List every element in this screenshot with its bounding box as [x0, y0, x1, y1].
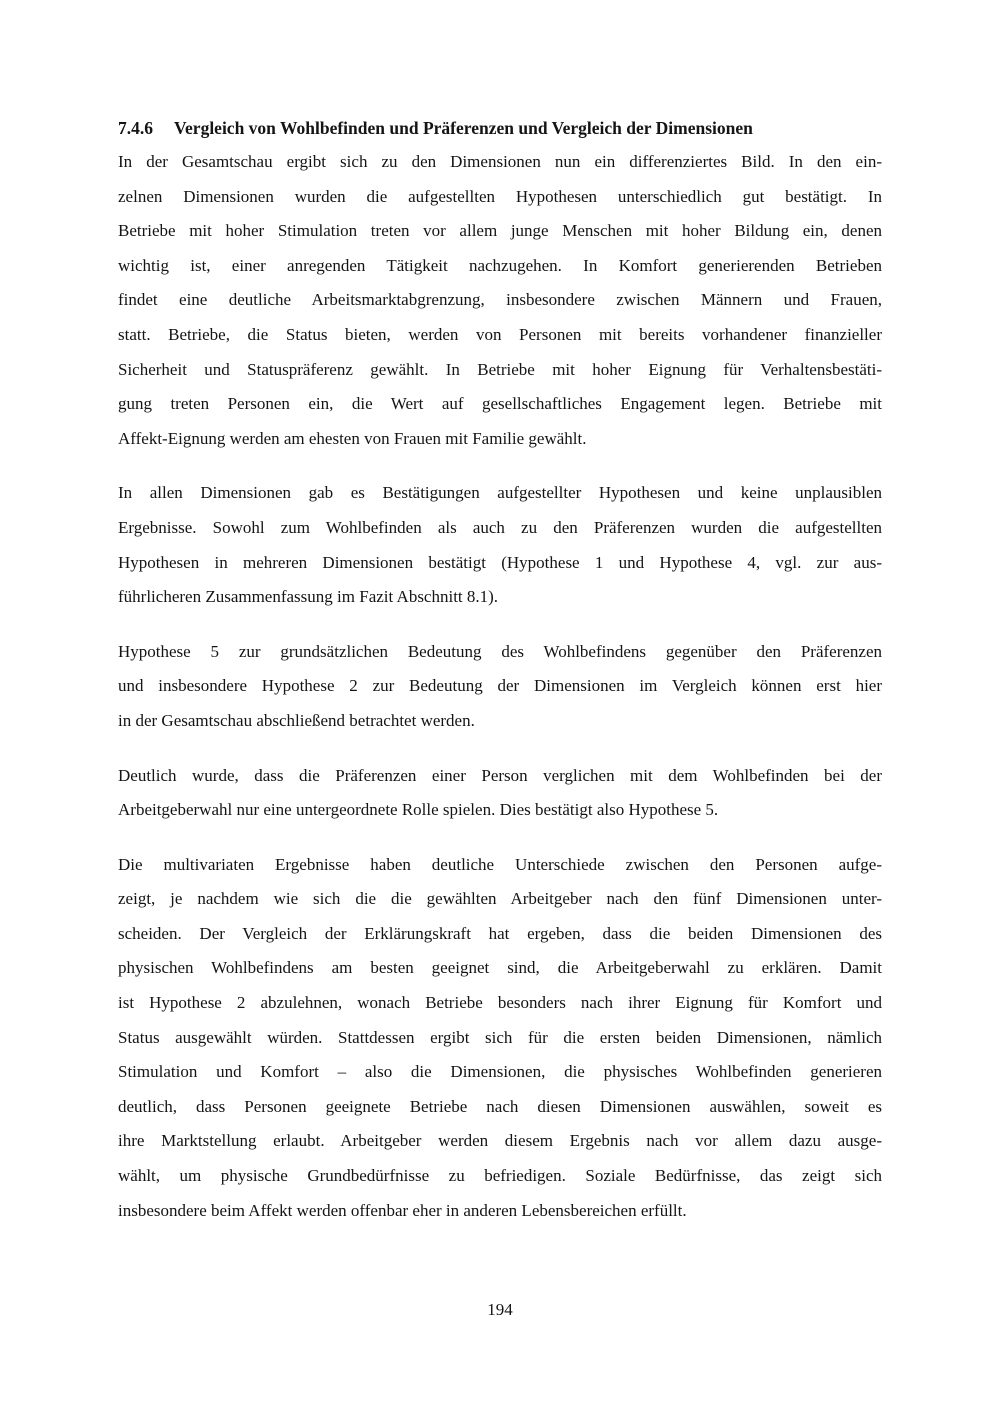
paragraphs [118, 145, 882, 1228]
text-line: wählt, um physische Grundbedürfnisse zu befriedigen. Soziale Bedürfnisse, das zeigt sich [118, 1166, 882, 1186]
text-line: und insbesondere Hypothese 2 zur Bedeutung der Dimensionen im Vergleich können erst hier [118, 676, 882, 696]
section-title: Vergleich von Wohlbefinden und Präferenzen und Vergleich der Dimensionen [174, 118, 753, 138]
paragraph [118, 759, 882, 828]
text-line: Hypothese 5 zur grundsätzlichen Bedeutung des Wohlbefindens gegenüber den Präferenzen [118, 641, 882, 661]
text-line: zelnen Dimensionen wurden die aufgestellten Hypothesen unterschiedlich gut bestätigt. In [118, 186, 882, 206]
text-line: führlicheren Zusammenfassung im Fazit Abschnitt 8.1). [118, 587, 499, 607]
section-number: 7.4.6 [118, 118, 153, 138]
text-line: ist Hypothese 2 abzulehnen, wonach Betriebe besonders nach ihrer Eignung für Komfort und [118, 993, 882, 1013]
text-line: Hypothesen in mehreren Dimensionen bestätigt (Hypothese 1 und Hypothese 4, vgl. zur aus- [118, 552, 882, 572]
section-heading [118, 114, 882, 142]
text-line: statt. Betriebe, die Status bieten, werden von Personen mit bereits vorhandener finanzieller [118, 324, 882, 344]
text-line: Ergebnisse. Sowohl zum Wohlbefinden als auch zu den Präferenzen wurden die aufgestellten [118, 517, 882, 537]
text-line: physischen Wohlbefindens am besten geeignet sind, die Arbeitgeberwahl zu erklären. Damit [118, 958, 882, 978]
text-line: gung treten Personen ein, die Wert auf gesellschaftliches Engagement legen. Betriebe mit [118, 394, 882, 414]
document-page [118, 114, 882, 1228]
text-line: Status ausgewählt würden. Stattdessen ergibt sich für die ersten beiden Dimensionen, nämlich [118, 1027, 882, 1047]
paragraph [118, 848, 882, 1229]
text-line: Affekt-Eignung werden am ehesten von Frauen mit Familie gewählt. [118, 428, 587, 448]
text-line: wichtig ist, einer anregenden Tätigkeit nachzugehen. In Komfort generierenden Betrieben [118, 255, 882, 275]
text-line: in der Gesamtschau abschließend betrachtet werden. [118, 710, 475, 730]
text-line: Arbeitgeberwahl nur eine untergeordnete Rolle spielen. Dies bestätigt also Hypothese 5. [118, 800, 719, 820]
text-line: ihre Marktstellung erlaubt. Arbeitgeber werden diesem Ergebnis nach vor allem dazu ausge- [118, 1131, 882, 1151]
text-line: deutlich, dass Personen geeignete Betriebe nach diesen Dimensionen auswählen, soweit es [118, 1096, 882, 1116]
text-line: In allen Dimensionen gab es Bestätigungen aufgestellter Hypothesen und keine unplausiblen [118, 483, 882, 503]
text-line: scheiden. Der Vergleich der Erklärungskraft hat ergeben, dass die beiden Dimensionen des [118, 923, 882, 943]
text-line: findet eine deutliche Arbeitsmarktabgrenzung, insbesondere zwischen Männern und Frauen, [118, 290, 882, 310]
text-line: Deutlich wurde, dass die Präferenzen einer Person verglichen mit dem Wohlbefinden bei der [118, 765, 882, 785]
paragraph [118, 476, 882, 614]
text-line: Die multivariaten Ergebnisse haben deutliche Unterschiede zwischen den Personen aufge- [118, 854, 882, 874]
page-number: 194 [487, 1300, 513, 1319]
text-line: insbesondere beim Affekt werden offenbar eher in anderen Lebensbereichen erfüllt. [118, 1200, 687, 1220]
paragraph [118, 635, 882, 739]
text-line: Betriebe mit hoher Stimulation treten vor allem junge Menschen mit hoher Bildung ein, denen [118, 221, 882, 241]
text-line: Stimulation und Komfort – also die Dimensionen, die physisches Wohlbefinden generieren [118, 1062, 882, 1082]
text-line: In der Gesamtschau ergibt sich zu den Dimensionen nun ein differenziertes Bild. In den ein- [118, 152, 882, 171]
text-line: Sicherheit und Statuspräferenz gewählt. In Betriebe mit hoher Eignung für Verhaltensbestäti- [118, 359, 882, 379]
text-line: zeigt, je nachdem wie sich die die gewählten Arbeitgeber nach den fünf Dimensionen unter- [118, 889, 882, 909]
paragraph [118, 145, 882, 456]
